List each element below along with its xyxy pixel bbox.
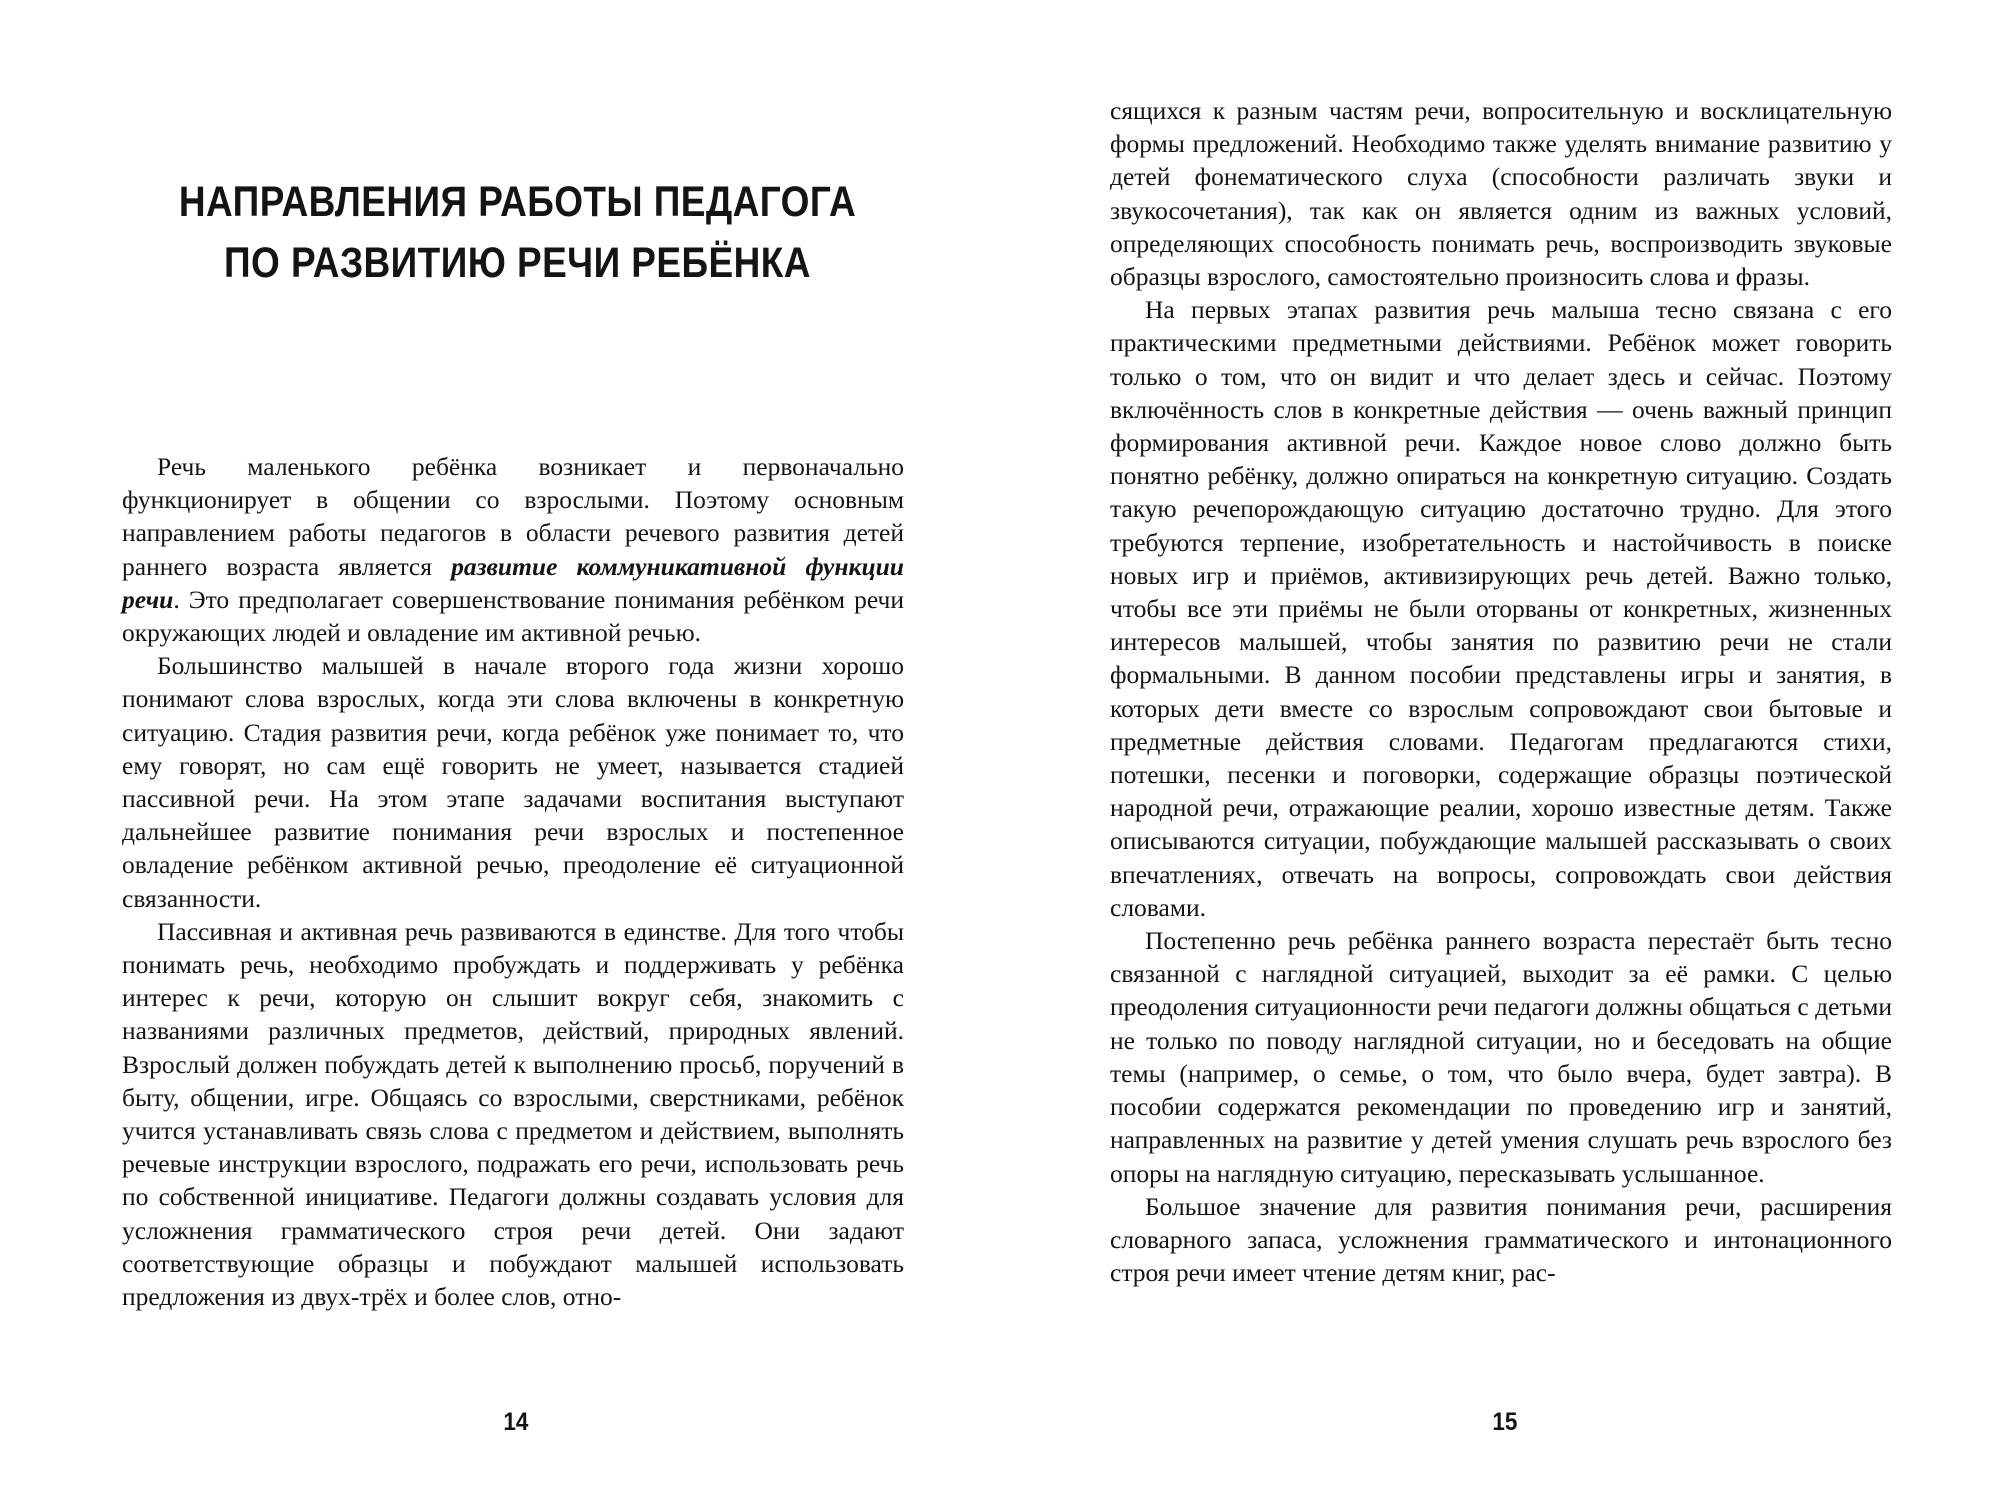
paragraph-text: . Это предполагает совершенствование понимания ребёнком речи окружающих людей и овладение им активной речью. bbox=[122, 584, 904, 648]
paragraph: Пассивная и активная речь развиваются в единстве. Для того чтобы понимать речь, необходимо пробуждать и поддерживать у ребёнка интерес к речи, которую он слышит вокруг себя, знакомить с названиями различных предметов, действий, природных явлений. Взрослый должен побуждать детей к выполнению просьб, поручений в быту, общении, игре. Общаясь со взрослыми, сверстниками, ребёнок учится устанавливать связь слова с предметом и действием, выполнять речевые инструкции взрослого, подражать его речи, использовать речь по собственной инициативе. Педагоги должны создавать условия для усложнения грамматического строя речи детей. Они задают соответствующие образцы и побуждают малышей использовать предложения из двух-трёх и более слов, отно- bbox=[122, 916, 904, 1312]
chapter-title bbox=[176, 172, 860, 294]
paragraph: Большинство малышей в начале второго года жизни хорошо понимают слова взрослых, когда эти слова включены в конкретную ситуацию. Стадия развития речи, когда ребёнок уже понимает то, что ему говорят, но сам ещё говорить не умеет, называется стадией пассивной речи. На этом этапе задачами воспитания выступают дальнейшее развитие понимания речи взрослых и постепенное овладение ребёнком активной речью, преодоление её ситуационной связанности. bbox=[122, 651, 904, 913]
paragraph: Большое значение для развития понимания речи, расширения словарного запаса, усложнения грамматического и интонационного строя речи имеет чтение детям книг, рас- bbox=[1110, 1191, 1892, 1288]
right-page bbox=[1000, 0, 2000, 1502]
chapter-title-line-1: НАПРАВЛЕНИЯ РАБОТЫ ПЕДАГОГА bbox=[178, 178, 857, 226]
paragraph-continued: сящихся к разным частям речи, вопросительную и восклицательную формы предложений. Необходимо также уделять внимание развитию у детей фонематического слуха (способности различать звуки и звукосочетания), так как он является одним из важных условий, определяющих способность понимать речь, воспроизводить звуковые образцы взрослого, самостоятельно произносить слова и фразы. bbox=[1110, 96, 1892, 292]
paragraph: На первых этапах развития речь малыша тесно связана с его практическими предметными действиями. Ребёнок может говорить только о том, что он видит и что делает здесь и сейчас. Поэтому включённость слов в конкретные действия — очень важный принцип формирования активной речи. Каждое новое слово должно быть понятно ребёнку, должно опираться на конкретную ситуацию. Создать такую речепорождающую ситуацию достаточно трудно. Для этого требуются терпение, изобретательность и настойчивость в поиске новых игр и приёмов, активизирующих речь детей. Важно только, чтобы все эти приёмы не были оторваны от конкретных, жизненных интересов малышей, чтобы занятия по развитию речи не стали формальными. В данном пособии представлены игры и занятия, в которых дети вместе со взрослым сопровождают свои бытовые и предметные действия словами. Педагогам предлагаются стихи, потешки, песенки и поговорки, содержащие образцы поэтической народной речи, отражающие реалии, хорошо известные детям. Также описываются ситуации, побуждающие малышей рассказывать о своих впечатлениях, отвечать на вопросы, сопровождать свои действия словами. bbox=[1110, 295, 1892, 922]
chapter-title-line-2: ПО РАЗВИТИЮ РЕЧИ РЕБЁНКА bbox=[224, 239, 811, 287]
paragraph: Постепенно речь ребёнка раннего возраста перестаёт быть тесно связанной с наглядной ситуацией, выходит за её рамки. С целью преодоления ситуационности речи педагоги должны общаться с детьми не только по поводу наглядной ситуации, но и беседовать на общие темы (например, о семье, о том, что было вчера, будет завтра). В пособии содержатся рекомендации по проведению игр и занятий, направленных на развитие у детей умения слушать речь взрослого без опоры на наглядную ситуацию, пересказывать услышанное. bbox=[1110, 926, 1892, 1188]
right-page-body bbox=[1110, 94, 1892, 1289]
paragraph-text: Речь маленького ребёнка возникает и первоначально функционирует в общении со взрослыми. Поэтому основным направлением работы педагогов в области речевого развития детей раннего возраста является bbox=[122, 452, 904, 581]
page-number: 14 bbox=[503, 1408, 529, 1436]
page-number: 15 bbox=[1492, 1408, 1518, 1436]
emphasized-term: развитие коммуникативной функции речи bbox=[122, 551, 904, 614]
left-page-body bbox=[122, 450, 904, 1313]
paragraph bbox=[122, 450, 904, 649]
